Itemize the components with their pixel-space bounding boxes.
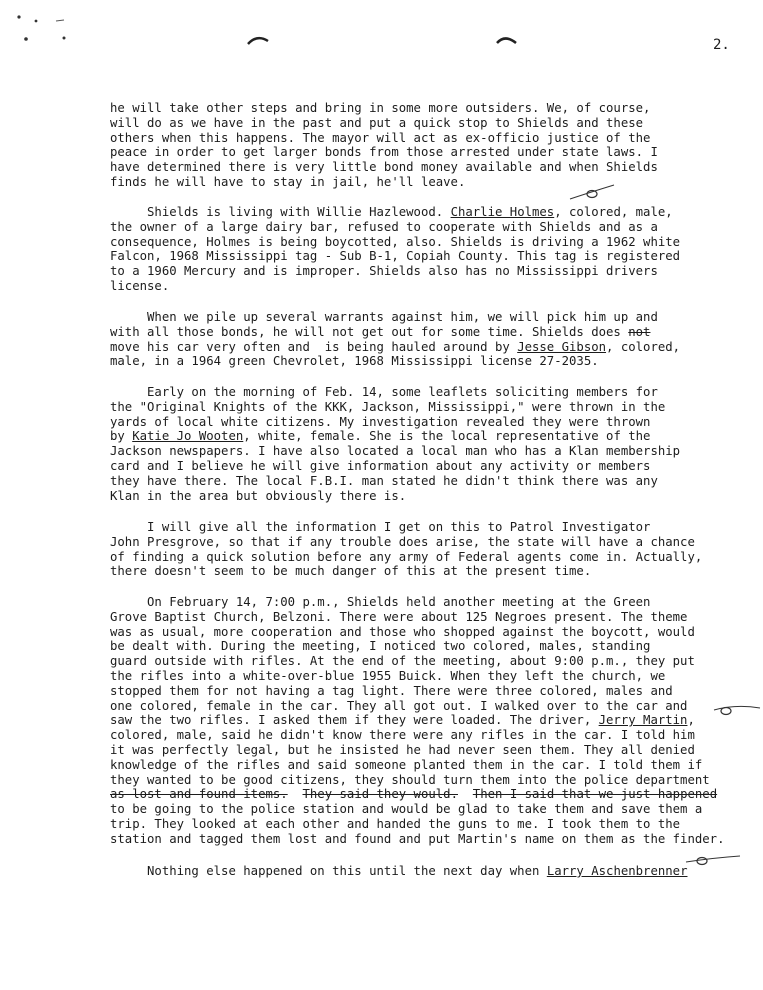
text-line: he will take other steps and bring in some more outsiders. We, of course,	[110, 101, 651, 115]
page-number: 2.	[713, 37, 730, 53]
text-line: colored, male, said he didn't know there were any rifles in the car. I told him	[110, 728, 695, 743]
text-line: it was perfectly legal, but he insisted he had never seen them. They all denied	[110, 742, 695, 757]
text-line: of finding a quick solution before any army of Federal agents come in. Actually,	[110, 549, 703, 564]
text-line: they wanted to be good citizens, they should turn them into the police department	[110, 772, 710, 787]
text-line-end: , colored,	[606, 339, 681, 354]
text-line: others when this happens. The mayor will act as ex-officio justice of the	[110, 130, 651, 145]
redaction-mark	[568, 183, 618, 203]
paragraph-presgrove	[110, 520, 702, 579]
text-line: to a 1960 Mercury and is improper. Shields also has no Mississippi drivers	[110, 264, 658, 279]
text-line-start: move his car very often and is being hauled around by	[110, 339, 510, 354]
text-line: Klan in the area but obviously there is.	[110, 488, 407, 503]
text-line: trip. They looked at each other and handed the guns to me. I took them to the	[110, 816, 681, 831]
text-line: peace in order to get larger bonds from those arrested under state laws. I	[110, 145, 658, 160]
text-line: stopped them for not having a tag light. There were three colored, males and	[110, 683, 673, 698]
text-line-start: Shields is living with Willie Hazlewood.	[110, 205, 444, 219]
struck-text: They said they would.	[302, 787, 458, 802]
punch-hole-mark-left	[247, 34, 269, 46]
text-line: When we pile up several warrants against him, we will pick him up and	[110, 310, 658, 324]
text-line: there doesn't seem to be much danger of this at the present time.	[110, 564, 592, 579]
paragraph-shields-living	[110, 205, 680, 294]
corner-speck-marks	[14, 12, 74, 48]
text-line-end: ,	[687, 713, 695, 728]
text-line: to be going to the police station and would be glad to take them and save them a	[110, 802, 703, 817]
text-line: the owner of a large dairy bar, refused to cooperate with Shields and as a	[110, 219, 658, 234]
text-line: have determined there is very little bond money available and when Shields	[110, 160, 658, 175]
paragraph-leaflets	[110, 385, 680, 503]
text-line-start: by	[110, 429, 125, 444]
text-line	[110, 340, 680, 355]
text-line: the "Original Knights of the KKK, Jackson, Mississippi," were thrown in the	[110, 399, 666, 414]
text-line	[110, 787, 724, 802]
paragraph-church-meeting	[110, 595, 724, 847]
underlined-name: Jesse Gibson	[517, 339, 607, 354]
text-line: consequence, Holmes is being boycotted, also. Shields is driving a 1962 white	[110, 234, 681, 249]
text-line: Jackson newspapers. I have also located a local man who has a Klan membership	[110, 444, 681, 459]
text-line: I will give all the information I get on this to Patrol Investigator	[110, 520, 651, 534]
paragraph-warrants	[110, 310, 680, 369]
text-line	[110, 429, 680, 444]
paragraph-outsiders	[110, 101, 658, 190]
text-line: yards of local white citizens. My investigation revealed they were thrown	[110, 414, 651, 429]
text-line: was as usual, more cooperation and those who shopped against the boycott, would	[110, 624, 695, 639]
text-line: Grove Baptist Church, Belzoni. There were about 125 Negroes present. The theme	[110, 609, 688, 624]
text-line: guard outside with rifles. At the end of the meeting, about 9:00 p.m., they put	[110, 654, 695, 669]
underlined-name: Larry Aschenbrenner	[546, 864, 688, 878]
redaction-mark	[712, 700, 762, 720]
punch-hole-mark-right	[496, 34, 518, 46]
text-line-start: Nothing else happened on this until the next day when	[110, 864, 540, 878]
paragraph-aschenbrenner	[110, 864, 687, 879]
text-line: John Presgrove, so that if any trouble does arise, the state will have a chance	[110, 534, 695, 549]
underlined-name: Jerry Martin	[598, 713, 688, 728]
text-line: On February 14, 7:00 p.m., Shields held another meeting at the Green	[110, 595, 651, 609]
text-line: card and I believe he will give information about any activity or members	[110, 458, 651, 473]
underlined-name: Charlie Holmes	[450, 205, 555, 219]
text-line-start: saw the two rifles. I asked them if they were loaded. The driver,	[110, 713, 592, 728]
underlined-name: Katie Jo Wooten	[132, 429, 244, 444]
text-line	[110, 713, 724, 728]
text-line-start: with all those bonds, he will not get out for some time. Shields does	[110, 324, 621, 339]
text-line: finds he will have to stay in jail, he'll leave.	[110, 174, 466, 189]
text-line: Falcon, 1968 Mississippi tag - Sub B-1, Copiah County. This tag is registered	[110, 249, 681, 264]
text-line: knowledge of the rifles and said someone planted them in the car. I told them if	[110, 757, 703, 772]
text-line: station and tagged them lost and found and put Martin's name on them as the finder.	[110, 831, 725, 846]
struck-word: not	[628, 324, 651, 339]
text-line: will do as we have in the past and put a quick stop to Shields and these	[110, 115, 644, 130]
redaction-mark	[684, 852, 744, 872]
text-line-end: , colored, male,	[554, 205, 673, 219]
text-line	[110, 205, 680, 220]
text-line	[110, 325, 680, 340]
text-line-end: , white, female. She is the local representative of the	[243, 429, 651, 444]
text-line	[110, 864, 687, 879]
text-line: male, in a 1964 green Chevrolet, 1968 Mississippi license 27-2035.	[110, 354, 599, 369]
text-line: license.	[110, 278, 170, 293]
struck-text: as lost and found items.	[110, 787, 288, 802]
text-line: be dealt with. During the meeting, I noticed two colored, males, standing	[110, 639, 651, 654]
text-line: they have there. The local F.B.I. man stated he didn't think there was any	[110, 473, 658, 488]
text-line: one colored, female in the car. They all got out. I walked over to the car and	[110, 698, 688, 713]
text-line: Early on the morning of Feb. 14, some leaflets soliciting members for	[110, 385, 658, 399]
struck-text: Then I said that we just happened	[472, 787, 718, 802]
text-line: the rifles into a white-over-blue 1955 Buick. When they left the church, we	[110, 668, 666, 683]
